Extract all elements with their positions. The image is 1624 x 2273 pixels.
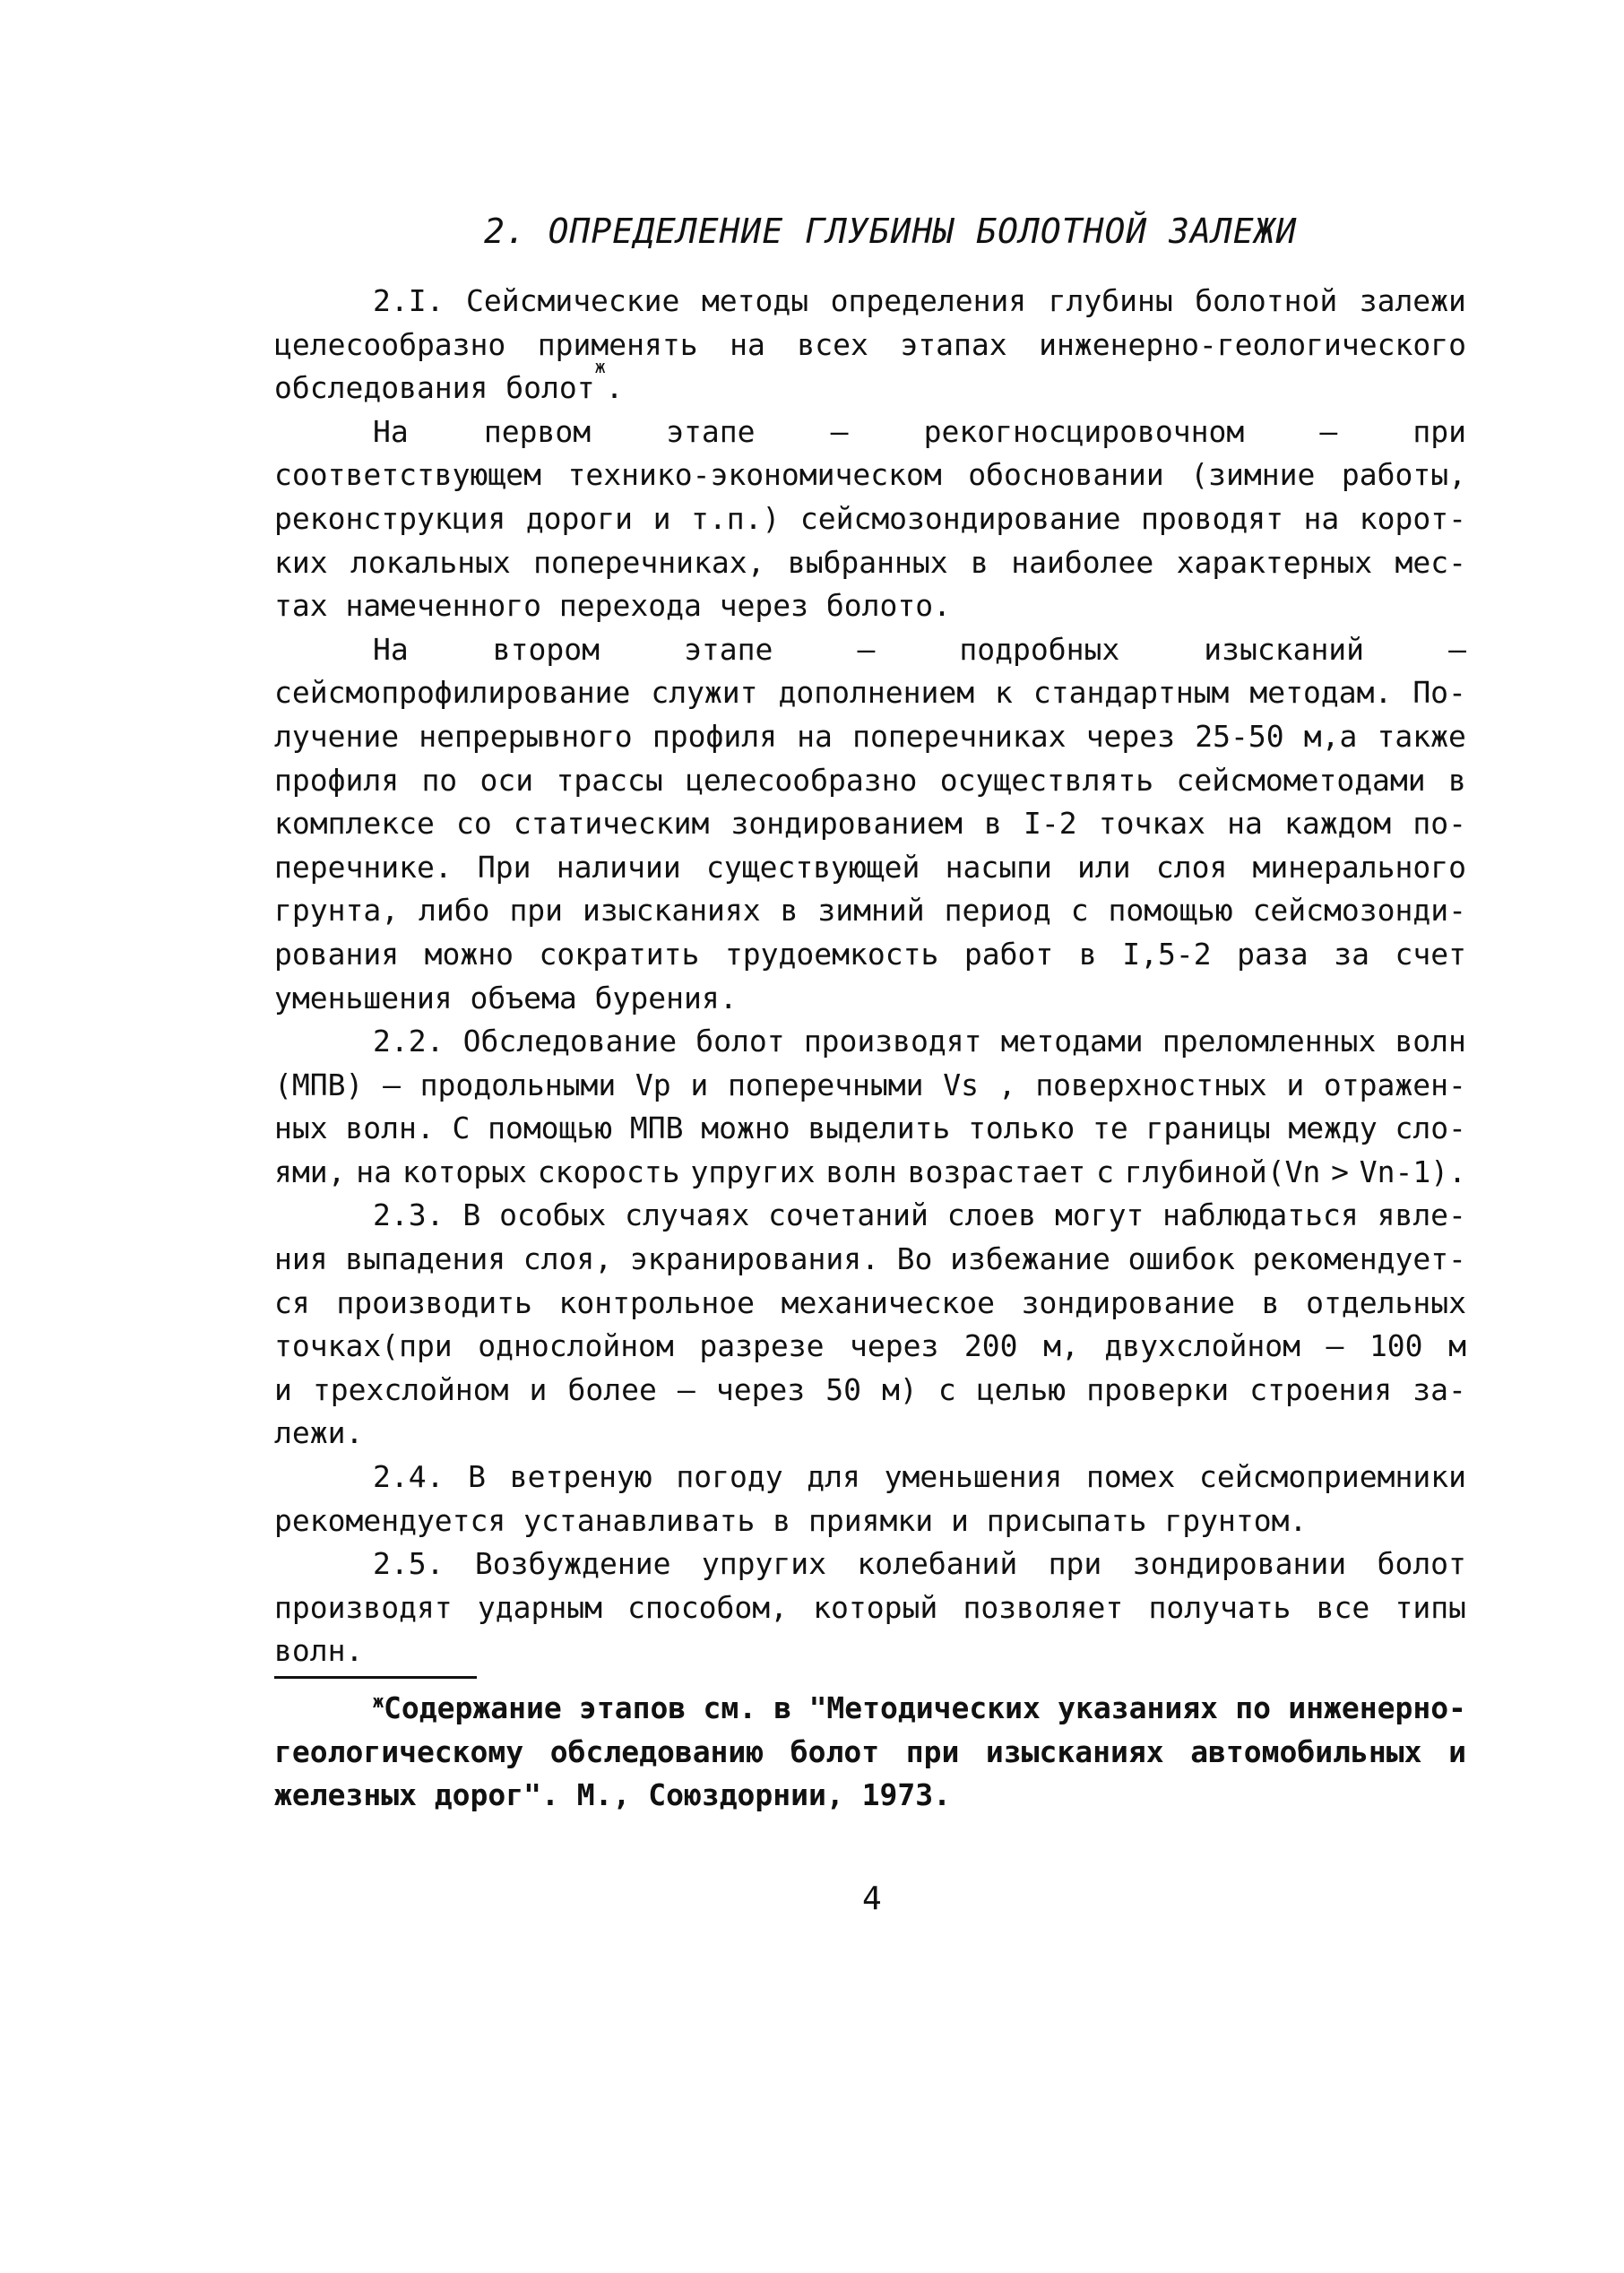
body-line: обследования болот ж . <box>274 367 1466 411</box>
body-line: На втором этапе — подробных изысканий — <box>373 631 1466 667</box>
body-line: лучение непрерывного профиля на поперечниках через 25-50 м,а также <box>274 718 1466 754</box>
body-line <box>274 1499 1466 1543</box>
line-text: волн. <box>274 1633 364 1669</box>
body-line: рования можно сократить трудоемкость работ в I,5-2 раза за счет <box>274 936 1466 972</box>
body-line: ния выпадения слоя, экранирования. Во избежание ошибок рекомендует- <box>274 1241 1466 1277</box>
body-line: На первом этапе — рекогносцировочном — при <box>373 413 1466 449</box>
body-text <box>274 280 1466 1673</box>
footnote-marker: ж <box>594 356 606 378</box>
body-line: 2.2. Обследование болот производят методами преломленных волн <box>373 1024 1466 1059</box>
footnote-line: железных дорог". М., Союздорнии, 1973. <box>274 1777 951 1813</box>
body-line: грунта, либо при изысканиях в зимний период с помощью сейсмозонди- <box>274 893 1466 929</box>
body-line: 2.3. В особых случаях сочетаний слоев могут наблюдаться явле- <box>373 1197 1466 1233</box>
body-line: ся производить контрольное механическое зондирование в отдельных <box>274 1284 1466 1320</box>
footnote-divider <box>274 1676 477 1679</box>
footnote-line: геологическому обследованию болот при изысканиях автомобильных и <box>274 1733 1466 1769</box>
body-line: ких локальных поперечниках, выбранных в наиболее характерных мес- <box>274 544 1466 580</box>
body-line: профиля по оси трассы целесообразно осуществлять сейсмометодами в <box>274 762 1466 798</box>
body-line: 2.5. Возбуждение упругих колебаний при зондировании болот <box>373 1546 1466 1582</box>
line-text: обследования болот <box>274 370 595 406</box>
footnote-line: жСодержание этапов см. в "Методических указаниях по инженерно- <box>373 1690 1466 1725</box>
body-line <box>274 1412 1466 1456</box>
section-title: 2. ОПРЕДЕЛЕНИЕ ГЛУБИНЫ БОЛОТНОЙ ЗАЛЕЖИ <box>484 212 1298 251</box>
footnote <box>274 1687 1466 1818</box>
body-line: точках(при однослойном разрезе через 200 м, двухслойном — 100 м <box>274 1328 1466 1364</box>
body-line: соответствующем технико-экономическом обосновании (зимние работы, <box>274 457 1466 493</box>
body-line: ных волн. С помощью МПВ можно выделить только те границы между сло- <box>274 1111 1466 1146</box>
line-text: лежи. <box>274 1415 364 1451</box>
body-line: ями, на которых скорость упругих волн возрастает с глубиной(Vn > Vn-1). <box>274 1154 1466 1189</box>
body-line: и трехслойном и более — через 50 м) с целью проверки строения за- <box>274 1371 1466 1407</box>
body-line: производят ударным способом, который позволяет получать все типы <box>274 1589 1466 1625</box>
body-line <box>274 977 1466 1021</box>
page-number: 4 <box>862 1880 882 1917</box>
body-line: целесообразно применять на всех этапах инженерно-геологического <box>274 326 1466 362</box>
body-line: реконструкция дороги и т.п.) сейсмозондирование проводят на корот- <box>274 500 1466 536</box>
line-text: уменьшения объема бурения. <box>274 980 738 1016</box>
line-text: тах намеченного перехода через болото. <box>274 588 951 624</box>
body-line: комплексе со статическим зондированием в I-2 точках на каждом по- <box>274 806 1466 842</box>
body-line <box>274 584 1466 628</box>
body-line: перечнике. При наличии существующей насыпи или слоя минерального <box>274 849 1466 885</box>
body-line: (МПВ) — продольными Vp и поперечными Vs , поверхностных и отражен- <box>274 1067 1466 1102</box>
body-line: 2.4. В ветреную погоду для уменьшения помех сейсмоприемники <box>373 1459 1466 1495</box>
line-text: рекомендуется устанавливать в приямки и присыпать грунтом. <box>274 1502 1308 1538</box>
body-line <box>274 1629 1466 1673</box>
body-line: 2.I. Сейсмические методы определения глубины болотной залежи <box>373 283 1466 318</box>
body-line: сейсмопрофилирование служит дополнением к стандартным методам. По- <box>274 675 1466 711</box>
